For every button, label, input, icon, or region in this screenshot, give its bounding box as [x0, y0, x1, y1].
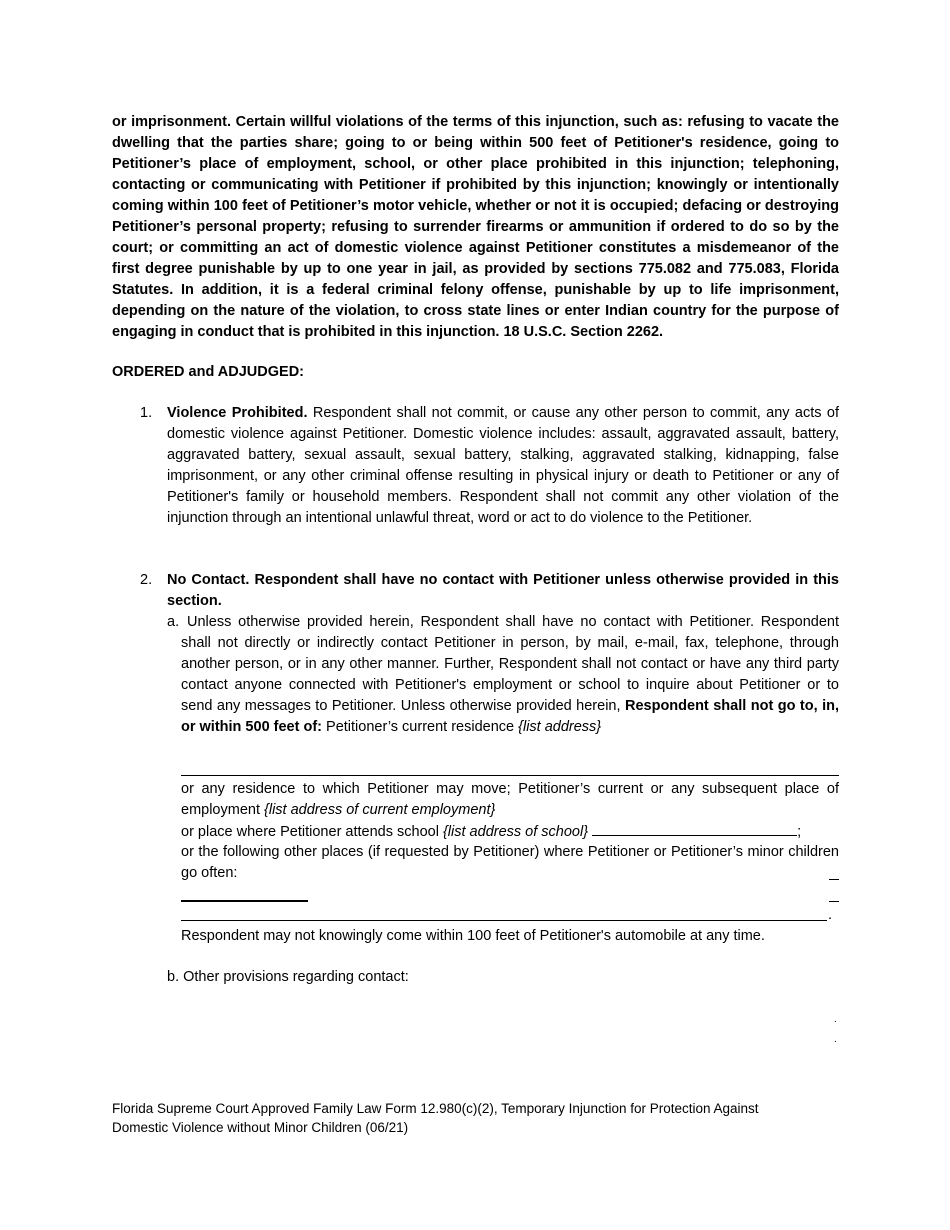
item-1-violence-prohibited: [167, 403, 839, 529]
residence-address-line[interactable]: [181, 775, 839, 776]
footer-line-2: Domestic Violence without Minor Children (06/21): [112, 1120, 409, 1135]
school-line: [181, 821, 839, 843]
school-line-end: ;: [797, 824, 802, 840]
footer-line-1: Florida Supreme Court Approved Family Law Form 12.980(c)(2), Temporary Injunction for Protection Against: [112, 1101, 759, 1116]
other-places-line-2[interactable]: [181, 920, 827, 921]
item-2-no-contact-title: No Contact. Respondent shall have no contact with Petitioner unless otherwise provided in this section.: [167, 572, 839, 609]
sub-a-bold-phrase: Respondent shall not go to, in, or within 500 feet of:: [181, 698, 839, 735]
item-1-number: 1.: [140, 405, 153, 421]
sub-b-other-provisions: b. Other provisions regarding contact:: [167, 969, 409, 985]
other-places-line-end-1: [829, 879, 839, 880]
ordered-adjudged-heading: ORDERED and ADJUDGED:: [112, 364, 305, 380]
other-places-period: .: [828, 907, 833, 923]
residence-continued-paragraph: [181, 779, 839, 821]
sub-b-mark-1: .: [834, 1014, 837, 1025]
sub-a-label: a.: [167, 614, 180, 630]
other-places-line-1[interactable]: [181, 900, 308, 902]
residence-address-hint: {list address}: [518, 719, 602, 735]
sub-b-mark-2: .: [834, 1034, 837, 1045]
item-2-number: 2.: [140, 572, 153, 588]
form-footer: [112, 1099, 832, 1137]
sub-a-paragraph: [181, 612, 839, 738]
employment-address-hint: {list address of current employment}: [264, 802, 496, 818]
item-1-body: Respondent shall not commit, or cause any other person to commit, any acts of domestic violence against Petitioner. Domestic violence includes: assault, aggravated assault, battery, aggravated battery, sexual assault, sexual battery, stalking, aggravated stalking, kidnapping, false imprisonment, or any other criminal offense resulting in physical injury or death to Petitioner or any of Petitioner's family or household members. Respondent shall not commit any other violation of the injunction through an intentional unlawful threat, word or act to do violence to the Petitioner.: [167, 405, 839, 526]
school-prefix: or place where Petitioner attends school: [181, 824, 443, 840]
other-places-line-end-2: [829, 901, 839, 902]
school-address-blank[interactable]: [592, 821, 797, 836]
sub-a-text-2: Petitioner’s current residence: [322, 719, 519, 735]
item-1-title: Violence Prohibited.: [167, 405, 308, 421]
penalty-warning-paragraph: or imprisonment. Certain willful violations of the terms of this injunction, such as: refusing to vacate the dwelling that the parties share; going to or being within 500 feet of Petitioner's residence, going to Petitioner’s place of employment, school, or other place prohibited in this injunction; telephoning, contacting or communicating with Petitioner if prohibited by this injunction; knowingly or intentionally coming within 100 feet of Petitioner’s motor vehicle, whether or not it is occupied; defacing or destroying Petitioner’s personal property; refusing to surrender firearms or ammunition if ordered to do so by the court; or committing an act of domestic violence against Petitioner constitutes a misdemeanor of the first degree punishable by up to one year in jail, as provided by sections 775.082 and 775.083, Florida Statutes. In addition, it is a federal criminal felony offense, punishable by up to life imprisonment, depending on the nature of the violation, to cross state lines or enter Indian country for the purpose of engaging in conduct that is prohibited in this injunction. 18 U.S.C. Section 2262.: [112, 114, 839, 340]
other-places-paragraph: or the following other places (if requested by Petitioner) where Petitioner or Petitioner’s minor children go often:: [181, 844, 839, 881]
residence-text: or any residence to which Petitioner may move; Petitioner’s current or any subsequent place of employment: [181, 781, 839, 818]
sub-a-text-1: Unless otherwise provided herein, Respondent shall have no contact with Petitioner. Respondent shall not directly or indirectly contact Petitioner in person, by mail, e-mail, fax, telephone, through another person, or in any other manner. Further, Respondent shall not contact or have any third party contact anyone connected with Petitioner's employment or school to inquire about Petitioner or to send any messages to Petitioner. Unless otherwise provided herein,: [181, 614, 839, 714]
vehicle-restriction: Respondent may not knowingly come within 100 feet of Petitioner's automobile at any time.: [181, 928, 765, 944]
school-address-hint: {list address of school}: [442, 824, 589, 840]
